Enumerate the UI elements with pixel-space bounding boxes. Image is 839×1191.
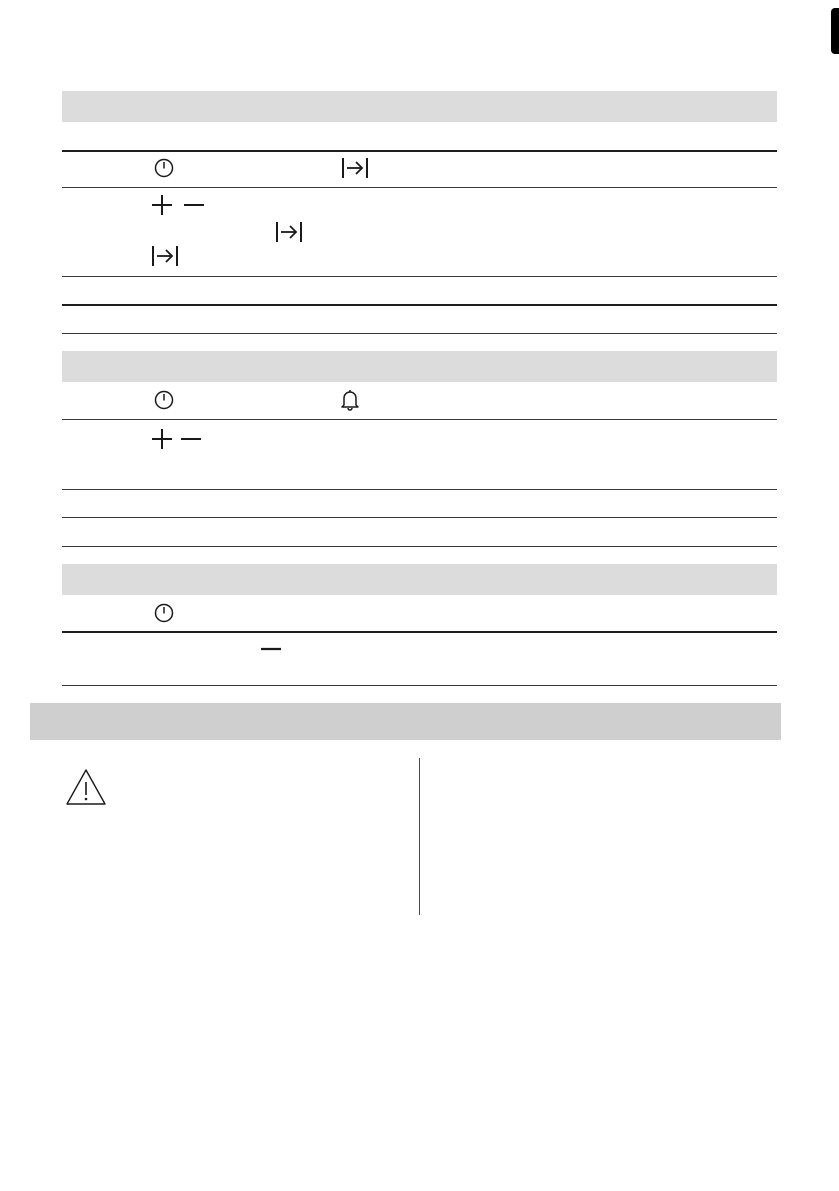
- arrow-to-end-icon: [275, 221, 303, 243]
- table-rule: [62, 419, 777, 420]
- clock-icon: [154, 603, 174, 623]
- column-divider: [419, 758, 420, 915]
- minus-icon: [180, 428, 202, 450]
- table-rule: [62, 685, 777, 686]
- clock-icon: [154, 390, 174, 410]
- table-rule: [62, 631, 777, 633]
- warning-icon: [65, 768, 107, 806]
- table-rule: [62, 150, 777, 152]
- table-rule: [62, 333, 777, 334]
- table-rule: [62, 546, 777, 547]
- section-heading-band: [30, 703, 781, 740]
- table-rule: [62, 489, 777, 490]
- table-rule: [62, 276, 777, 277]
- plus-icon: [151, 194, 173, 216]
- arrow-to-end-icon: [151, 245, 179, 267]
- table-rule: [62, 304, 777, 306]
- minus-icon: [260, 638, 282, 660]
- table-rule: [62, 517, 777, 518]
- page-edge-marker: [831, 8, 839, 54]
- plus-icon: [151, 428, 173, 450]
- table-header-band-1: [62, 91, 777, 122]
- minus-icon: [183, 194, 205, 216]
- table-rule: [62, 187, 777, 188]
- clock-icon: [154, 158, 174, 178]
- arrow-to-end-icon: [341, 157, 369, 179]
- bell-icon: [340, 389, 360, 411]
- table-header-band-2: [62, 351, 777, 382]
- table-header-band-3: [62, 564, 777, 595]
